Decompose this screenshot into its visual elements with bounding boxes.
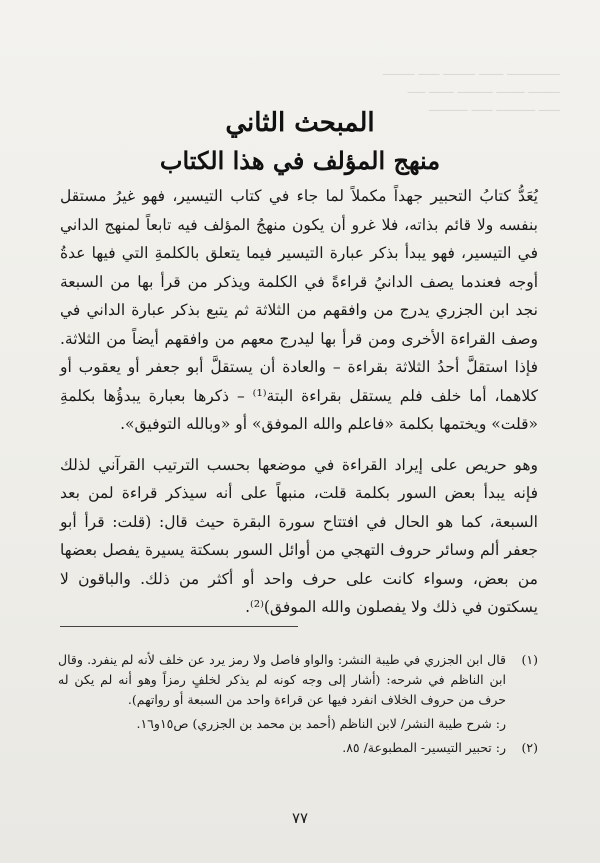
footnote-number: (١) [521, 652, 538, 667]
paragraph-1: يُعَدُّ كتابُ التحبير جهداً مكملاً لما جاء في كتاب التيسير، فهو غيرُ مستقل بنفسه ولا قائم بذاته، فلا غرو أن يكون منهجُ المؤلف فيه تابعاً لمنهج الداني في التيسير، فهو يبدأ بذكر عبارة التيسير فيما يتعلق بالكلمةِ التي فيها عدةُ أوجه فعندما يصف الدانيُ قراءةً في الكلمة ويذكر من قرأ بها من السبعة نجد ابن الجزري يدرج من وافقهم من الثلاثة ثم يتبع بذكر عبارة الداني في وصف القراءة الأخرى ومن قرأ بها ليدرج معهم من وافقهم أيضاً من الثلاثة. فإذا استقلَّ أحدُ الثلاثة بقراءة – والعادة أن يستقلَّ أبو جعفر أو يعقوب أو كلاهما، أما خلف فلم يستقل بقراءة البتة⁽¹⁾ – ذكرها بعبارة يبدؤُها بكلمةِ «قلت» ويختمها بكلمة «فاعلم والله الموفق» أو «وبالله التوفيق». [60, 187, 538, 433]
footnote-text: قال ابن الجزري في طيبة النشر: والواو فاصل ولا رمز يرد عن خلف لأنه لم ينفرد. وقال ابن الناظم في شرحه: (أشار إلى وجه كونه لم يذكر لخلفٍ رمزاً وهو أنه لم يكن له حرف من حروف الخلاف انفرد فيها عن قراءة واحد من السبعة أو رواتهم). [58, 652, 506, 707]
bleed-through-text: ـــــــــــــــ ـــــــ ـــــــــ ــــــ ـــــــــ ـــــــــ ــــــــ ــــــــــ ـــــــ ـــــ ــــــ ـــــــــــ ــــــ ـــــــــــ [383, 64, 560, 114]
footnote-reference: ر: شرح طيبة النشر/ لابن الناظم (أحمد بن محمد بن الجزري) ص١٥و١٦. [136, 716, 506, 731]
section-heading: المبحث الثاني [225, 108, 375, 138]
footnote-text: ر: تحبير التيسير- المطبوعة/ ٨٥. [342, 740, 506, 755]
footnote-number: (٢) [521, 740, 538, 755]
footnote-2 [58, 738, 538, 758]
footnote-1 [58, 650, 538, 710]
page-number: ٧٧ [291, 809, 309, 827]
footnotes [58, 650, 538, 758]
page-title: منهج المؤلف في هذا الكتاب [159, 146, 441, 175]
body-text [60, 182, 538, 622]
paragraph-2: وهو حريص على إيراد القراءة في موضعها بحسب الترتيب القرآني لذلك فإنه يبدأ بعض السور بكلمة قلت، منبهاً على أنه سيذكر قراءة لمن بعد السبعة، كما هو الحال في افتتاح سورة البقرة حيث قال: (قلت: قرأ أبو جعفر ألم وسائر حروف التهجي من أوائل السور بسكتة يسيرة يفصل بعضها من بعض، وسواء كانت على حرف واحد أو أكثر من ذلك. والباقون لا يسكتون في ذلك ولا يفصلون والله الموفق)⁽²⁾. [60, 455, 538, 616]
footnote-divider [60, 626, 298, 627]
